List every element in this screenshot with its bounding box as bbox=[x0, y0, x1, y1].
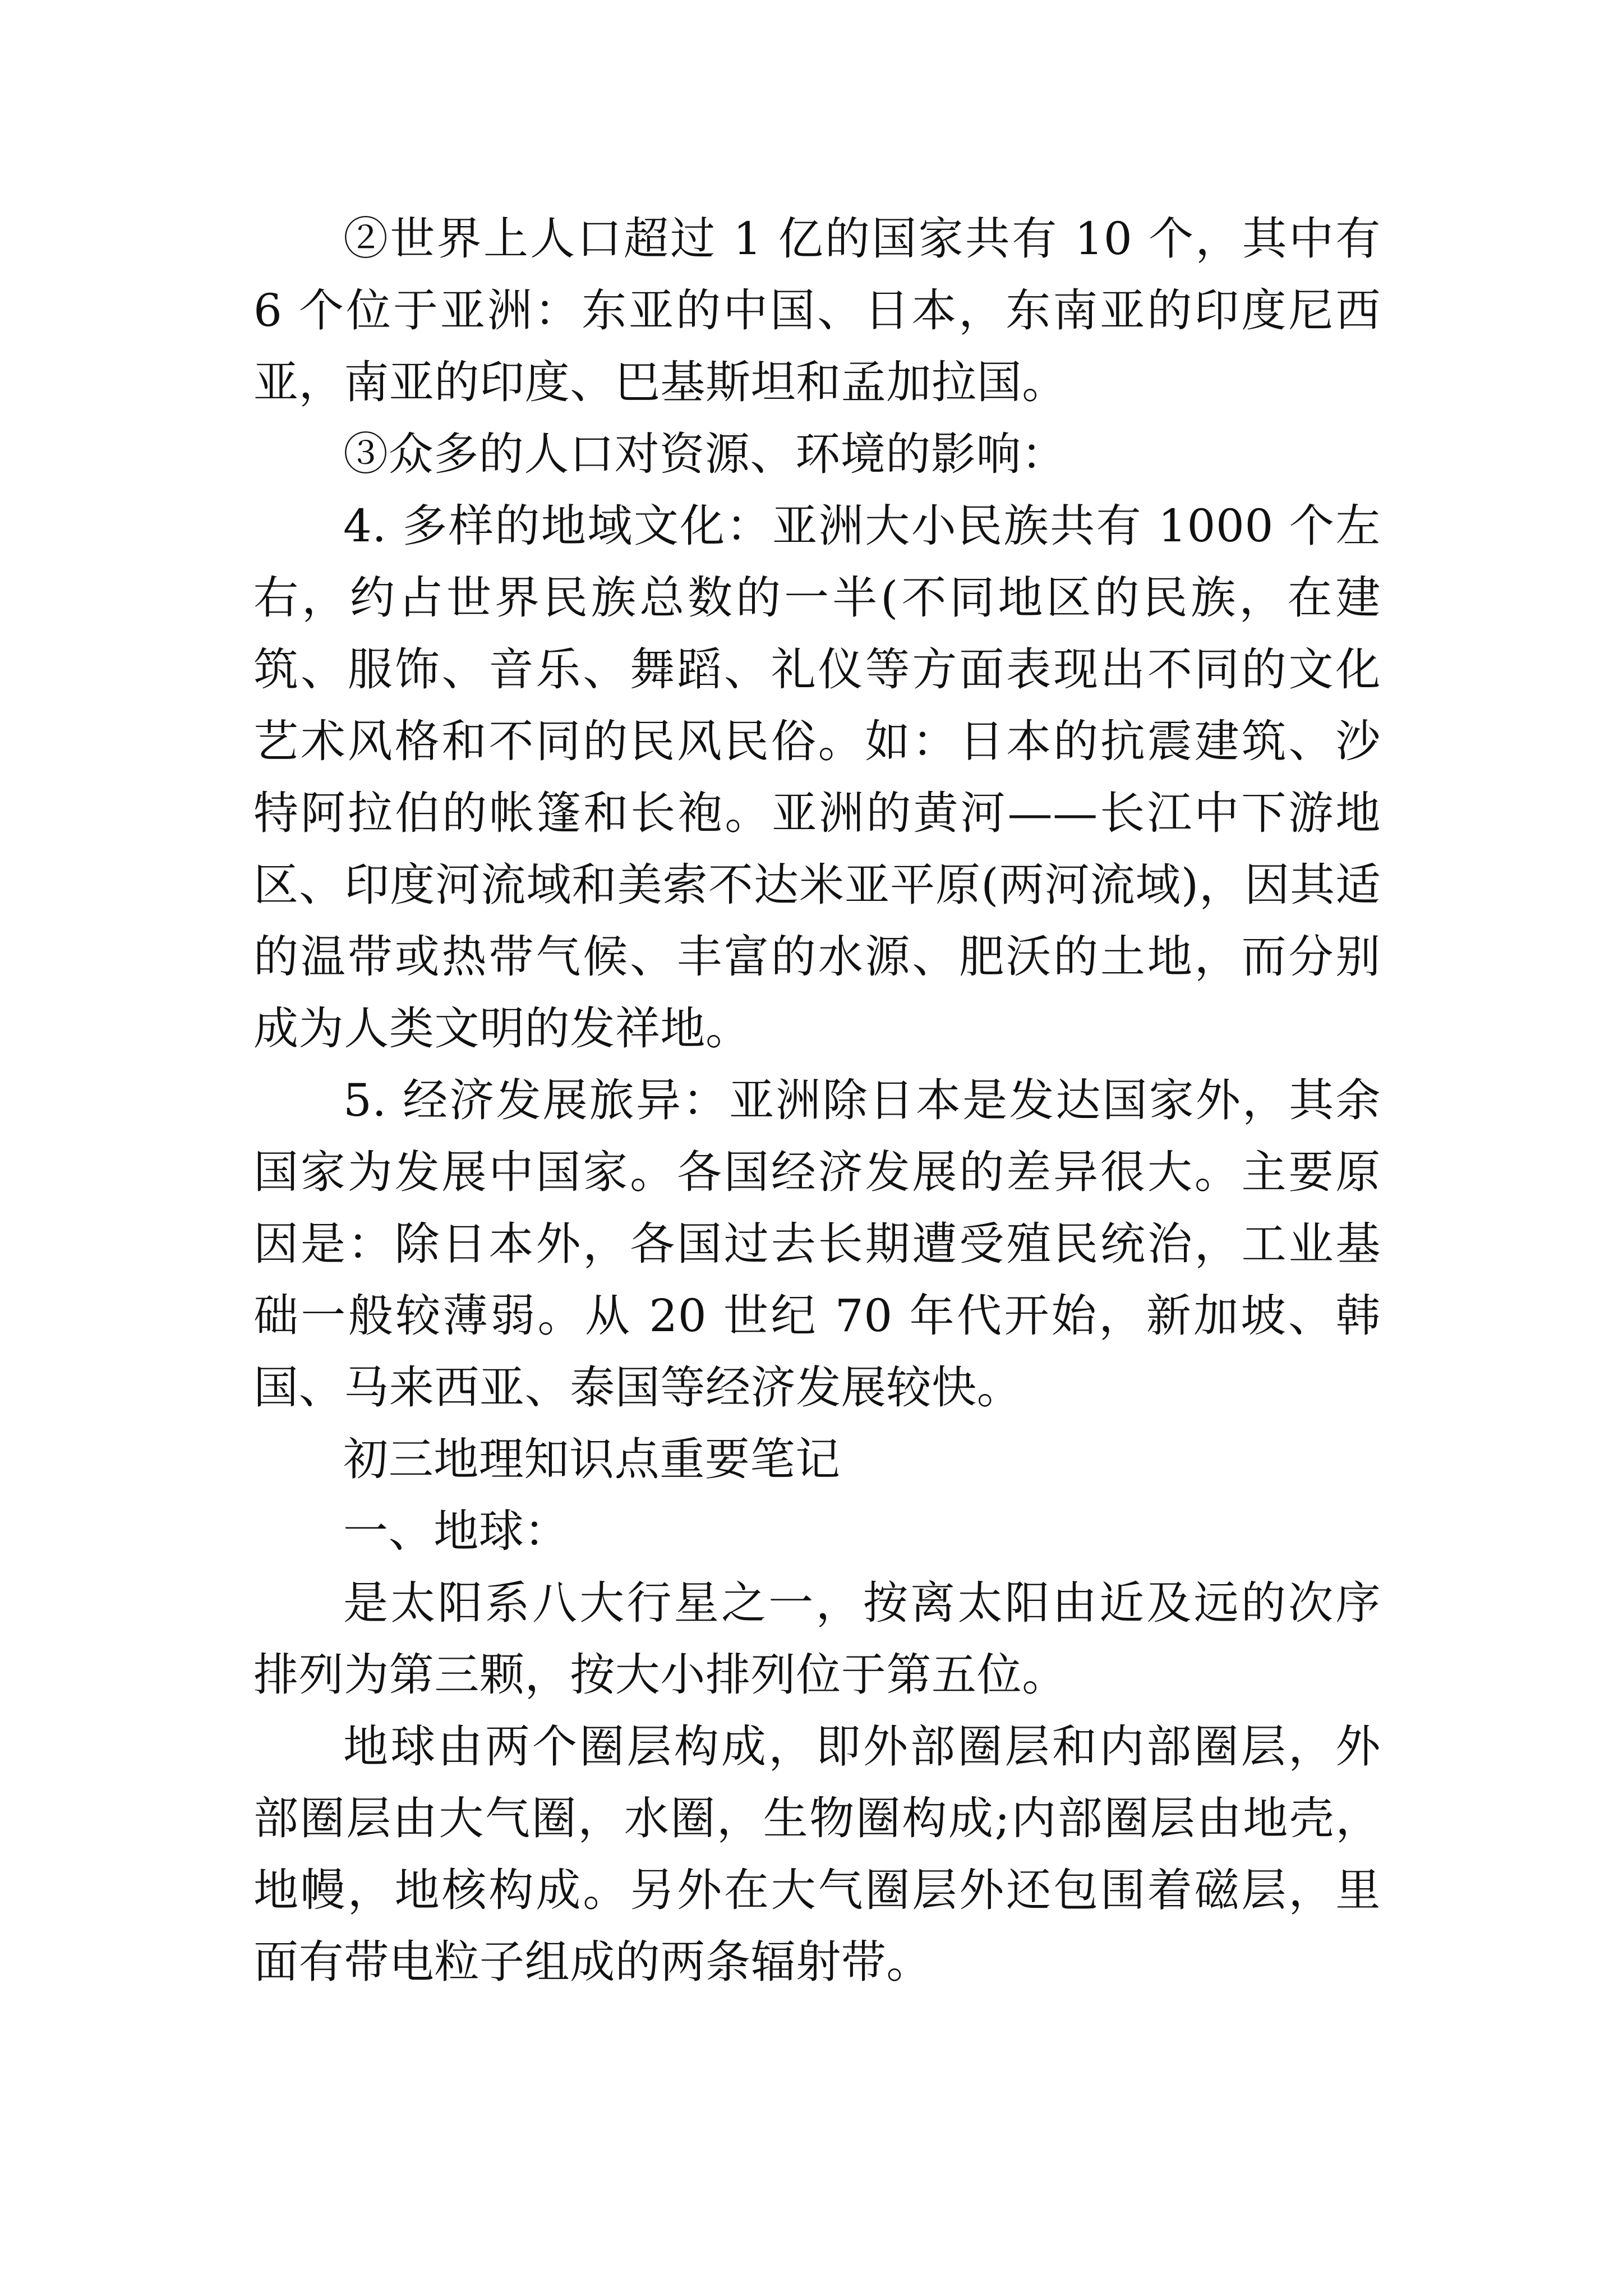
paragraph-regional-culture: 4. 多样的地域文化：亚洲大小民族共有 1000 个左右，约占世界民族总数的一半(不同地区的民族，在建筑、服饰、音乐、舞蹈、礼仪等方面表现出不同的文化艺术风格和不同的民风民俗。如：日本的抗震建筑、沙特阿拉伯的帐篷和长袍。亚洲的黄河——长江中下游地区、印度河流域和美索不达米亚平原(两河流域)，因其适的温带或热带气候、丰富的水源、肥沃的土地，而分别成为人类文明的发祥地。 bbox=[253, 500, 1381, 1055]
section-heading-earth: 一、地球： bbox=[343, 1505, 569, 1557]
paragraph-economic-development: 5. 经济发展旅异：亚洲除日本是发达国家外，其余国家为发展中国家。各国经济发展的差异很大。主要原因是：除日本外，各国过去长期遭受殖民统治，工业基础一般较薄弱。从 20 世纪 70 年代开始，新加坡、韩国、马来西亚、泰国等经济发展较快。 bbox=[253, 1074, 1381, 1414]
document-body bbox=[253, 203, 1381, 1998]
section-title: 初三地理知识点重要笔记 bbox=[343, 1433, 841, 1485]
paragraph-earth-layers: 地球由两个圈层构成，即外部圈层和内部圈层，外部圈层由大气圈，水圈，生物圈构成;内部圈层由地壳，地幔，地核构成。另外在大气圈层外还包围着磁层，里面有带电粒子组成的两条辐射带。 bbox=[253, 1720, 1381, 1988]
paragraph-population-impact: ③众多的人口对资源、环境的影响： bbox=[343, 428, 1067, 480]
paragraph-population-countries: ②世界上人口超过 1 亿的国家共有 10 个，其中有 6 个位于亚洲：东亚的中国、日本，东南亚的印度尼西亚，南亚的印度、巴基斯坦和孟加拉国。 bbox=[253, 213, 1381, 408]
paragraph-earth-planet: 是太阳系八大行星之一，按离太阳由近及远的次序排列为第三颗，按大小排列位于第五位。 bbox=[253, 1577, 1381, 1701]
